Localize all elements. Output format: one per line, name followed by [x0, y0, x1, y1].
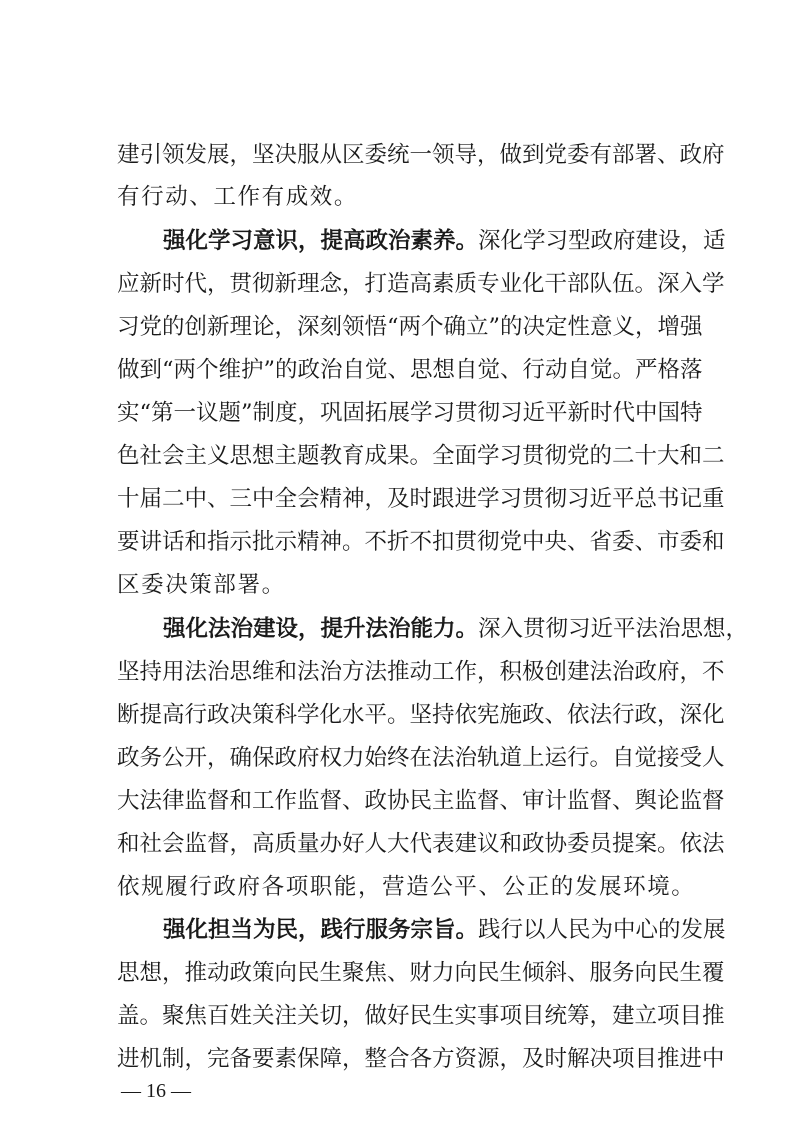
line-text: 政务公开，确保政府权力始终在法治轨道上运行。自觉接受人: [117, 745, 725, 771]
text-line: [117, 739, 725, 777]
text-line: [117, 480, 725, 518]
line-text: 做到“两个维护”的政治自觉、思想自觉、行动自觉。严格落: [117, 357, 703, 383]
line-text: 要讲话和指示批示精神。不折不扣贯彻党中央、省委、市委和: [117, 529, 725, 555]
page-number: — 16 —: [121, 1080, 191, 1102]
text-line: [117, 997, 725, 1035]
text-line: [117, 308, 703, 346]
line-text: 深化学习型政府建设，适: [478, 228, 726, 254]
line-text: 依规履行政府各项职能，营造公平、公正的发展环境。: [117, 874, 696, 900]
line-text: 大法律监督和工作监督、政协民主监督、审计监督、舆论监督: [117, 788, 725, 814]
text-line: [117, 566, 681, 604]
line-text: 盖。聚焦百姓关注关切，做好民生实事项目统筹，建立项目推: [117, 1003, 725, 1029]
paragraph-heading-line: [163, 610, 749, 648]
line-text: 和社会监督，高质量办好人大代表建议和政协委员提案。依法: [117, 831, 725, 857]
text-line: [117, 178, 681, 216]
text-line: [117, 868, 696, 906]
text-line: [117, 782, 725, 820]
text-line: [117, 136, 725, 174]
paragraph-heading-line: [163, 222, 726, 260]
line-text: 深入贯彻习近平法治思想，: [478, 616, 749, 642]
text-line: [117, 394, 703, 432]
line-text: 习党的创新理论，深刻领悟“两个确立”的决定性意义，增强: [117, 314, 703, 340]
line-text: 十届二中、三中全会精神，及时跟进学习贯彻习近平总书记重: [117, 486, 725, 512]
text-line: [117, 1040, 725, 1078]
line-text: 思想，推动政策向民生聚焦、财力向民生倾斜、服务向民生覆: [117, 960, 725, 986]
line-text: 有行动、工作有成效。: [117, 184, 359, 210]
text-line: [117, 351, 703, 389]
line-text: 践行以人民为中心的发展: [478, 917, 726, 943]
text-line: [117, 437, 725, 475]
text-line: [117, 523, 725, 561]
text-line: [117, 954, 725, 992]
text-line: [117, 825, 725, 863]
line-text: 建引领发展，坚决服从区委统一领导，做到党委有部署、政府: [117, 142, 725, 168]
text-line: [117, 265, 725, 303]
paragraph-lead: 强化法治建设，提升法治能力。: [163, 616, 479, 642]
paragraph-heading-line: [163, 911, 726, 949]
line-text: 色社会主义思想主题教育成果。全面学习贯彻党的二十大和二: [117, 443, 725, 469]
line-text: 进机制，完备要素保障，整合各方资源，及时解决项目推进中: [117, 1046, 725, 1072]
paragraph-lead: 强化担当为民，践行服务宗旨。: [163, 917, 479, 943]
line-text: 坚持用法治思维和法治方法推动工作，积极创建法治政府，不: [117, 659, 725, 685]
text-line: [117, 653, 725, 691]
text-line: [117, 696, 725, 734]
line-text: 断提高行政决策科学化水平。坚持依宪施政、依法行政，深化: [117, 702, 725, 728]
line-text: 区委决策部署。: [117, 572, 286, 598]
line-text: 实“第一议题”制度，巩固拓展学习贯彻习近平新时代中国特: [117, 400, 703, 426]
paragraph-lead: 强化学习意识，提高政治素养。: [163, 228, 479, 254]
line-text: 应新时代，贯彻新理念，打造高素质专业化干部队伍。深入学: [117, 271, 725, 297]
